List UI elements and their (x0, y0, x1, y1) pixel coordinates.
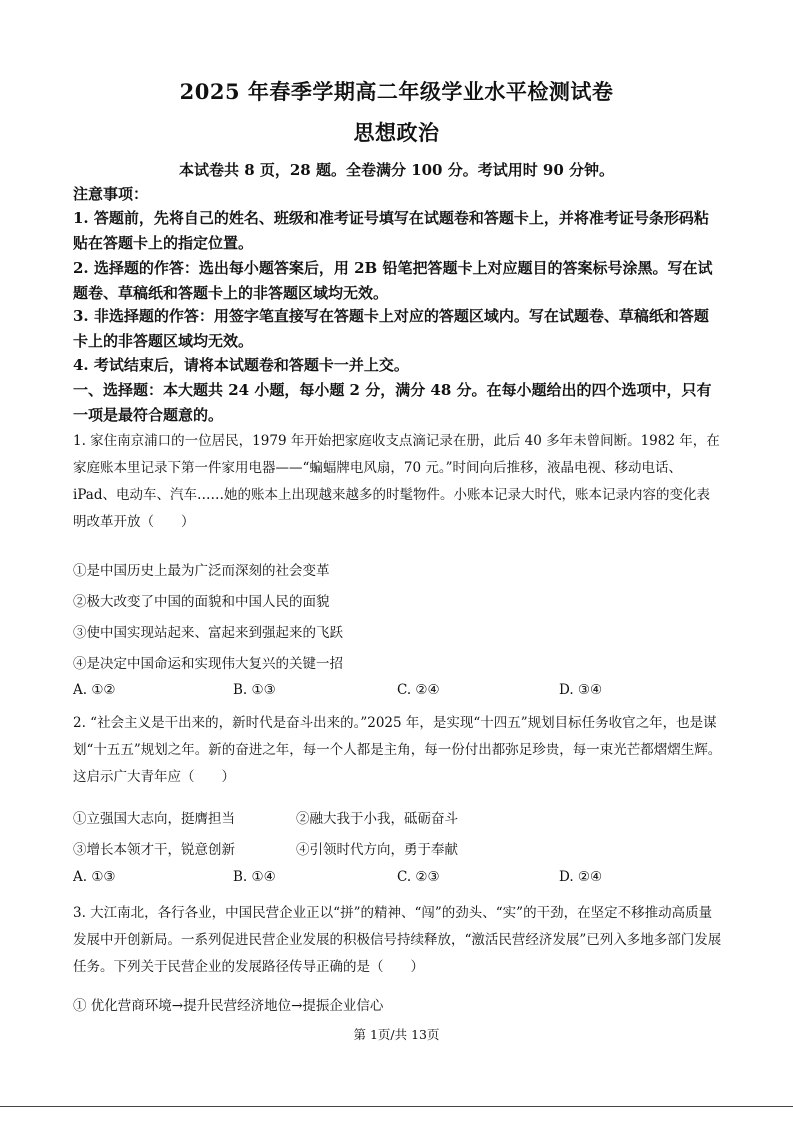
choice-d: D. ②④ (559, 869, 603, 885)
question-2-option: ①立强国大志向，挺膺担当 (73, 811, 235, 827)
subject-title: 思想政治 (353, 120, 440, 145)
question-1-choices (73, 682, 723, 702)
question-1-option: ②极大改变了中国的面貌和中国人民的面貌 (73, 594, 330, 610)
notice-heading: 注意事项： (73, 185, 149, 203)
choice-c: C. ②③ (397, 869, 440, 885)
question-2-option: ②融大我于小我，砥砺奋斗 (296, 811, 458, 827)
question-1-option: ④是决定中国命运和实现伟大复兴的关键一招 (73, 656, 343, 672)
notice-item-4: 4. 考试结束后，请将本试题卷和答题卡一并上交。 (73, 356, 409, 374)
question-2-option: ③增长本领才干，锐意创新 (73, 842, 235, 858)
choice-a: A. ①③ (73, 869, 116, 885)
choice-b: B. ①③ (233, 682, 276, 698)
page-footer: 第 1页/共 13页 (353, 1027, 440, 1042)
question-2-stem: 2. “社会主义是干出来的，新时代是奋斗出来的。”2025 年，是实现“十四五”规划目标任务收官之年，也是谋划“十五五”规划之年。新的奋进之年，每一个人都是主角，每一份付出都弥足珍贵，每一束光芒都熠熠生辉。这启示广大青年应（ ） (73, 715, 722, 785)
question-3-stem: 3. 大江南北，各行各业，中国民营企业正以“拼”的精神、“闯”的劲头、“实”的干劲，在坚定不移推动高质量发展中开创新局。一系列促进民营企业发展的积极信号持续释放，“激活民营经济发展”已列入多地多部门发展任务。下列关于民营企业的发展路径传导正确的是（ ） (73, 905, 722, 975)
choice-c: C. ②④ (397, 682, 440, 698)
choice-b: B. ①④ (233, 869, 276, 885)
choice-a: A. ①② (73, 682, 116, 698)
question-1-stem: 1. 家住南京浦口的一位居民，1979 年开始把家庭收支点滴记录在册，此后 40 多年未曾间断。1982 年，在家庭账本里记录下第一件家用电器——“蝙蝠牌电风扇，70 元。”时间向后推移，液晶电视、移动电话、iPad、电动车、汽车……她的账本上出现越来越多的时髦物件。小账本记录大时代，账本记录内容的变化表明改革开放（ ） (73, 433, 720, 530)
notice-item-2: 2. 选择题的作答：选出每小题答案后，用 2B 铅笔把答题卡上对应题目的答案标号涂黑。写在试题卷、草稿纸和答题卡上的非答题区域均无效。 (73, 259, 713, 302)
question-1-option: ③使中国实现站起来、富起来到强起来的飞跃 (73, 625, 343, 641)
exam-title: 2025 年春季学期高二年级学业水平检测试卷 (179, 79, 614, 104)
question-3-option: ① 优化营商环境→提升民营经济地位→提振企业信心 (73, 998, 384, 1014)
question-2-choices (73, 869, 723, 889)
exam-meta: 本试卷共 8 页，28 题。全卷满分 100 分。考试用时 90 分钟。 (178, 161, 615, 179)
bottom-divider (0, 1106, 793, 1107)
question-2-option: ④引领时代方向，勇于奉献 (296, 842, 458, 858)
section-1-heading: 一、选择题：本大题共 24 小题，每小题 2 分，满分 48 分。在每小题给出的四个选项中，只有一项是最符合题意的。 (73, 381, 712, 424)
notice-item-1: 1. 答题前，先将自己的姓名、班级和准考证号填写在试题卷和答题卡上，并将准考证号条形码粘贴在答题卡上的指定位置。 (73, 209, 709, 252)
notice-item-3: 3. 非选择题的作答：用签字笔直接写在答题卡上对应的答题区域内。写在试题卷、草稿纸和答题卡上的非答题区域均无效。 (73, 307, 709, 350)
choice-d: D. ③④ (559, 682, 603, 698)
question-1-option: ①是中国历史上最为广泛而深刻的社会变革 (73, 563, 330, 579)
